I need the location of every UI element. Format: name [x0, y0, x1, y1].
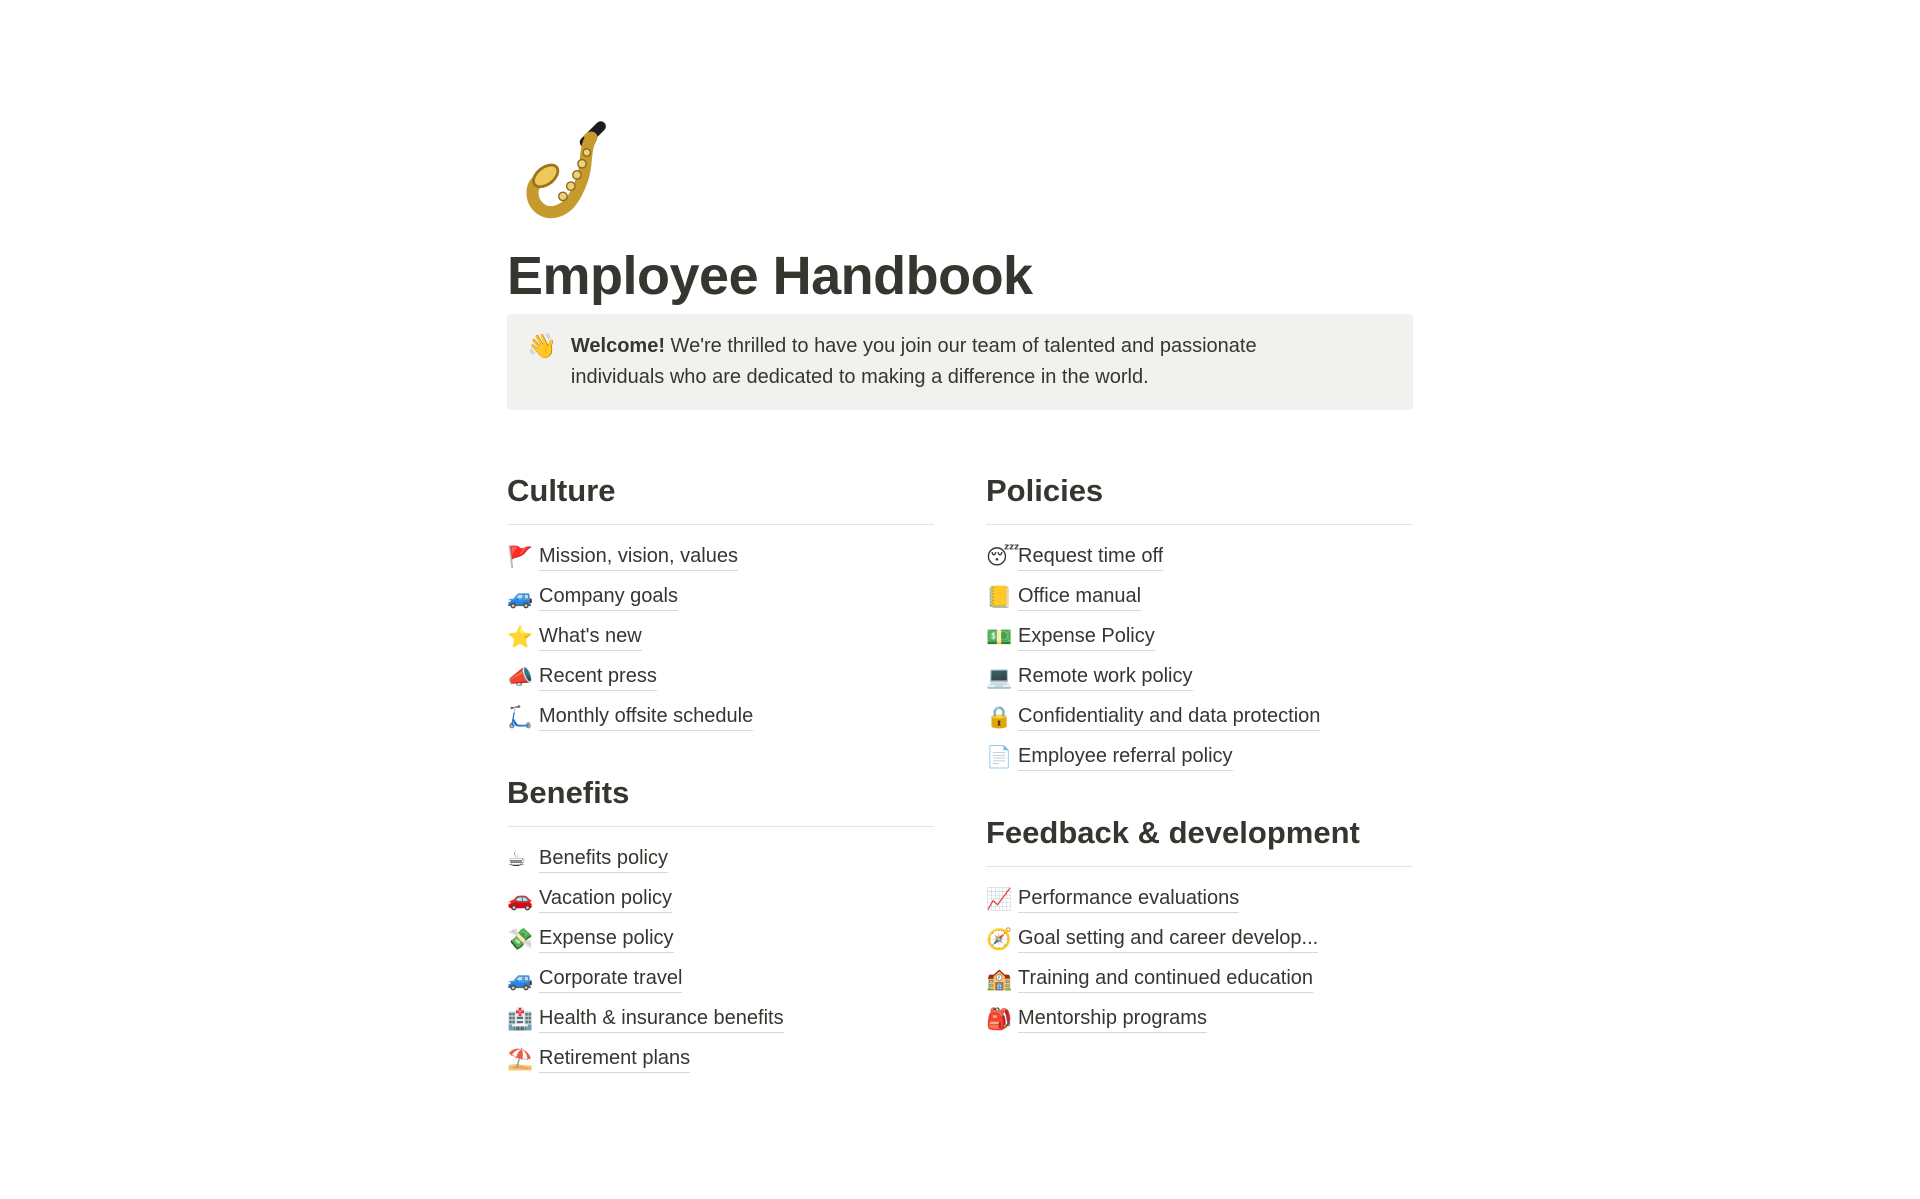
section-heading-culture: Culture [507, 473, 616, 508]
page-link-mission-vision-values[interactable] [507, 537, 934, 577]
waving-hand-icon: 👋 [527, 333, 557, 360]
page-link-label: Retirement plans [539, 1045, 690, 1073]
benefits-link-list [507, 839, 934, 1079]
column-right [986, 472, 1413, 1079]
page-link-label: Employee referral policy [1018, 743, 1233, 771]
page-link-expense-policy[interactable] [507, 919, 934, 959]
callout-text [571, 331, 1341, 393]
page-link-company-goals[interactable] [507, 577, 934, 617]
backpack-icon: 🎒 [986, 1007, 1013, 1031]
page-link-confidentiality-data-protection[interactable] [986, 697, 1413, 737]
hospital-icon: 🏥 [507, 1007, 534, 1031]
red-car-icon: 🚗 [507, 887, 534, 911]
blue-car-icon: 🚙 [507, 585, 534, 609]
page-link-whats-new[interactable] [507, 617, 934, 657]
section-heading-feedback-development: Feedback & development [986, 815, 1360, 850]
policies-link-list [986, 537, 1413, 777]
column-left [507, 472, 934, 1079]
page-link-label: Expense policy [539, 925, 674, 953]
divider [507, 524, 934, 525]
page-link-label: Health & insurance benefits [539, 1005, 784, 1033]
page-link-expense-policy-policies[interactable] [986, 617, 1413, 657]
callout-body-text: We're thrilled to have you join our team of talented and passionate individuals who are dedicated to making a difference in the world. [570, 335, 1257, 388]
page-link-label: Remote work policy [1018, 663, 1193, 691]
page-link-employee-referral-policy[interactable] [986, 737, 1413, 777]
page-link-label: Monthly offsite schedule [539, 703, 753, 731]
page-facing-up-icon: 📄 [986, 745, 1013, 769]
page-link-goal-setting-career-development[interactable] [986, 919, 1413, 959]
page-link-label: Confidentiality and data protection [1018, 703, 1320, 731]
page-link-performance-evaluations[interactable] [986, 879, 1413, 919]
divider [507, 826, 934, 827]
dollar-banknote-icon: 💵 [986, 625, 1013, 649]
page-link-label: Mentorship programs [1018, 1005, 1207, 1033]
page-link-label: Performance evaluations [1018, 885, 1239, 913]
page-link-label: Vacation policy [539, 885, 672, 913]
page-link-label: Benefits policy [539, 845, 668, 873]
page-link-vacation-policy[interactable] [507, 879, 934, 919]
page-link-recent-press[interactable] [507, 657, 934, 697]
page-link-retirement-plans[interactable] [507, 1039, 934, 1079]
coffee-icon: ☕ [507, 847, 526, 871]
beach-umbrella-icon: ⛱️ [507, 1047, 534, 1071]
divider [986, 866, 1413, 867]
megaphone-icon: 📣 [507, 665, 534, 689]
lock-icon: 🔒 [986, 705, 1013, 729]
notion-page [507, 118, 1413, 1079]
sleeping-face-icon: 😴 [986, 545, 1020, 569]
page-link-request-time-off[interactable] [986, 537, 1413, 577]
blue-car-icon: 🚙 [507, 967, 534, 991]
page-link-label: Company goals [539, 583, 678, 611]
chart-increasing-icon: 📈 [986, 887, 1013, 911]
compass-icon: 🧭 [986, 927, 1013, 951]
page-link-mentorship-programs[interactable] [986, 999, 1413, 1039]
page-link-label: Recent press [539, 663, 657, 691]
page-link-label: Goal setting and career develop... [1018, 925, 1318, 953]
page-link-office-manual[interactable] [986, 577, 1413, 617]
page-link-health-insurance-benefits[interactable] [507, 999, 934, 1039]
laptop-icon: 💻 [986, 665, 1013, 689]
page-link-label: Mission, vision, values [539, 543, 738, 571]
triangular-flag-icon: 🚩 [507, 545, 534, 569]
page-link-label: Office manual [1018, 583, 1141, 611]
page-link-benefits-policy[interactable] [507, 839, 934, 879]
page-link-label: Corporate travel [539, 965, 682, 993]
school-icon: 🏫 [986, 967, 1013, 991]
money-with-wings-icon: 💸 [507, 927, 534, 951]
welcome-callout [507, 314, 1413, 410]
callout-bold-text: Welcome! [570, 335, 665, 357]
feedback-link-list [986, 879, 1413, 1039]
saxophone-icon[interactable] [513, 118, 633, 230]
page-link-training-continued-education[interactable] [986, 959, 1413, 999]
section-heading-benefits: Benefits [507, 775, 630, 810]
star-icon: ⭐ [507, 625, 534, 649]
culture-link-list [507, 537, 934, 737]
page-link-monthly-offsite-schedule[interactable] [507, 697, 934, 737]
page-link-label: What's new [539, 623, 642, 651]
page-link-label: Request time off [1018, 543, 1163, 571]
page-link-label: Training and continued education [1018, 965, 1313, 993]
two-column-layout [507, 472, 1413, 1079]
section-heading-policies: Policies [986, 473, 1104, 508]
page-link-label: Expense Policy [1018, 623, 1155, 651]
page-title: Employee Handbook [507, 246, 1033, 306]
divider [986, 524, 1413, 525]
page-link-remote-work-policy[interactable] [986, 657, 1413, 697]
kick-scooter-icon: 🛴 [507, 705, 534, 729]
page-link-corporate-travel[interactable] [507, 959, 934, 999]
ledger-icon: 📒 [986, 585, 1013, 609]
